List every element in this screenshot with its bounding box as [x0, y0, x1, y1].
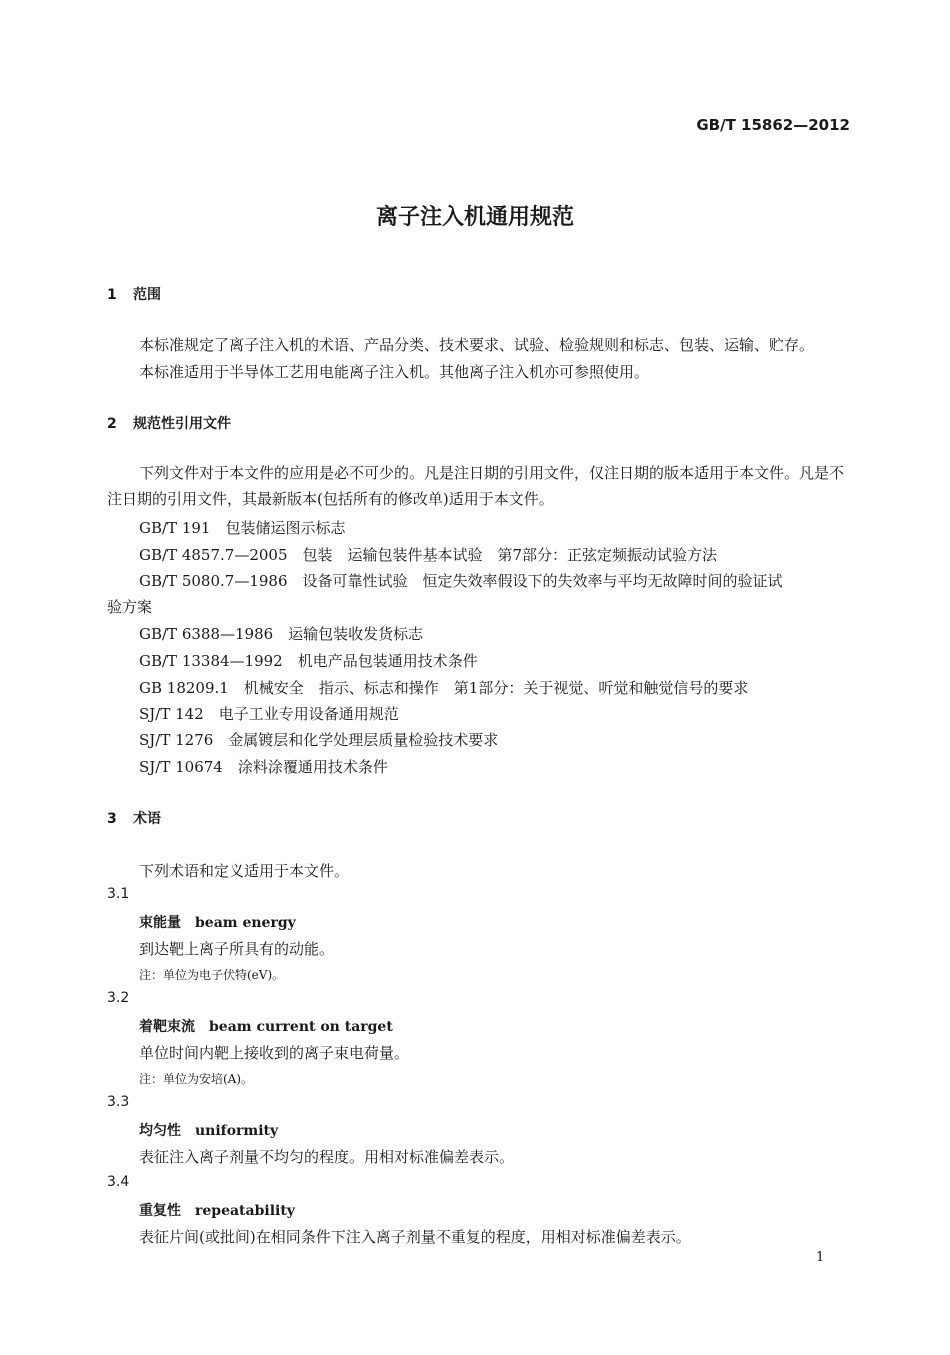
scope-paragraph: 本标准规定了离子注入机的术语、产品分类、技术要求、试验、检验规则和标志、包装、运输、贮存。: [139, 336, 815, 354]
reference-item: GB/T 5080.7—1986 设备可靠性试验 恒定失效率假设下的失效率与平均无故障时间的验证试: [139, 572, 783, 590]
section-heading-scope: [107, 284, 161, 304]
reference-item: SJ/T 10674 涂料涂覆通用技术条件: [139, 758, 388, 776]
term-definition: 表征注入离子剂量不均匀的程度。用相对标准偏差表示。: [139, 1148, 515, 1166]
section-number: 3: [107, 811, 117, 827]
term-note: 注：单位为电子伏特(eV)。: [139, 968, 285, 982]
term-en: uniformity: [195, 1123, 279, 1139]
section-heading-references: [107, 413, 231, 433]
term-name: [139, 1016, 393, 1036]
term-number: 3.3: [107, 1094, 130, 1110]
terms-intro: 下列术语和定义适用于本文件。: [139, 862, 350, 880]
section-title: 范围: [133, 287, 161, 303]
reference-item: SJ/T 142 电子工业专用设备通用规范: [139, 705, 399, 723]
term-name: [139, 912, 296, 932]
scope-paragraph: 本标准适用于半导体工艺用电能离子注入机。其他离子注入机亦可参照使用。: [139, 363, 650, 381]
term-number: 3.1: [107, 886, 130, 902]
term-en: repeatability: [195, 1203, 295, 1219]
reference-item: SJ/T 1276 金属镀层和化学处理层质量检验技术要求: [139, 731, 499, 749]
reference-item-continued: 验方案: [107, 598, 153, 616]
term-zh: 着靶束流: [139, 1019, 195, 1035]
section-title: 术语: [133, 811, 161, 827]
term-en: beam current on target: [209, 1019, 393, 1035]
reference-item: GB/T 13384—1992 机电产品包装通用技术条件: [139, 652, 478, 670]
term-zh: 重复性: [139, 1203, 181, 1219]
standard-number: GB/T 15862—2012: [696, 116, 850, 134]
reference-item: GB/T 191 包装储运图示标志: [139, 519, 346, 537]
term-number: 3.4: [107, 1174, 130, 1190]
term-zh: 束能量: [139, 915, 181, 931]
section-title: 规范性引用文件: [133, 416, 231, 432]
references-intro: 下列文件对于本文件的应用是必不可少的。凡是注日期的引用文件，仅注日期的版本适用于本文件。凡是不注日期的引用文件，其最新版本(包括所有的修改单)适用于本文件。: [107, 464, 845, 508]
term-definition: 表征片间(或批间)在相同条件下注入离子剂量不重复的程度，用相对标准偏差表示。: [139, 1228, 691, 1246]
reference-item: GB 18209.1 机械安全 指示、标志和操作 第1部分：关于视觉、听觉和触觉信号的要求: [139, 679, 749, 697]
section-number: 1: [107, 287, 117, 303]
term-definition: 到达靶上离子所具有的动能。: [139, 940, 335, 958]
term-definition: 单位时间内靶上接收到的离子束电荷量。: [139, 1044, 410, 1062]
reference-item: GB/T 6388—1986 运输包装收发货标志: [139, 625, 424, 643]
term-zh: 均匀性: [139, 1123, 181, 1139]
reference-item: GB/T 4857.7—2005 包装 运输包装件基本试验 第7部分：正弦定频振动试验方法: [139, 546, 718, 564]
term-note: 注：单位为安培(A)。: [139, 1072, 254, 1086]
section-number: 2: [107, 416, 117, 432]
term-name: [139, 1200, 295, 1220]
document-title: 离子注入机通用规范: [375, 205, 574, 230]
term-name: [139, 1120, 278, 1140]
term-en: beam energy: [195, 915, 296, 931]
term-number: 3.2: [107, 990, 130, 1006]
section-heading-terms: [107, 808, 161, 828]
page-number: 1: [816, 1250, 825, 1265]
